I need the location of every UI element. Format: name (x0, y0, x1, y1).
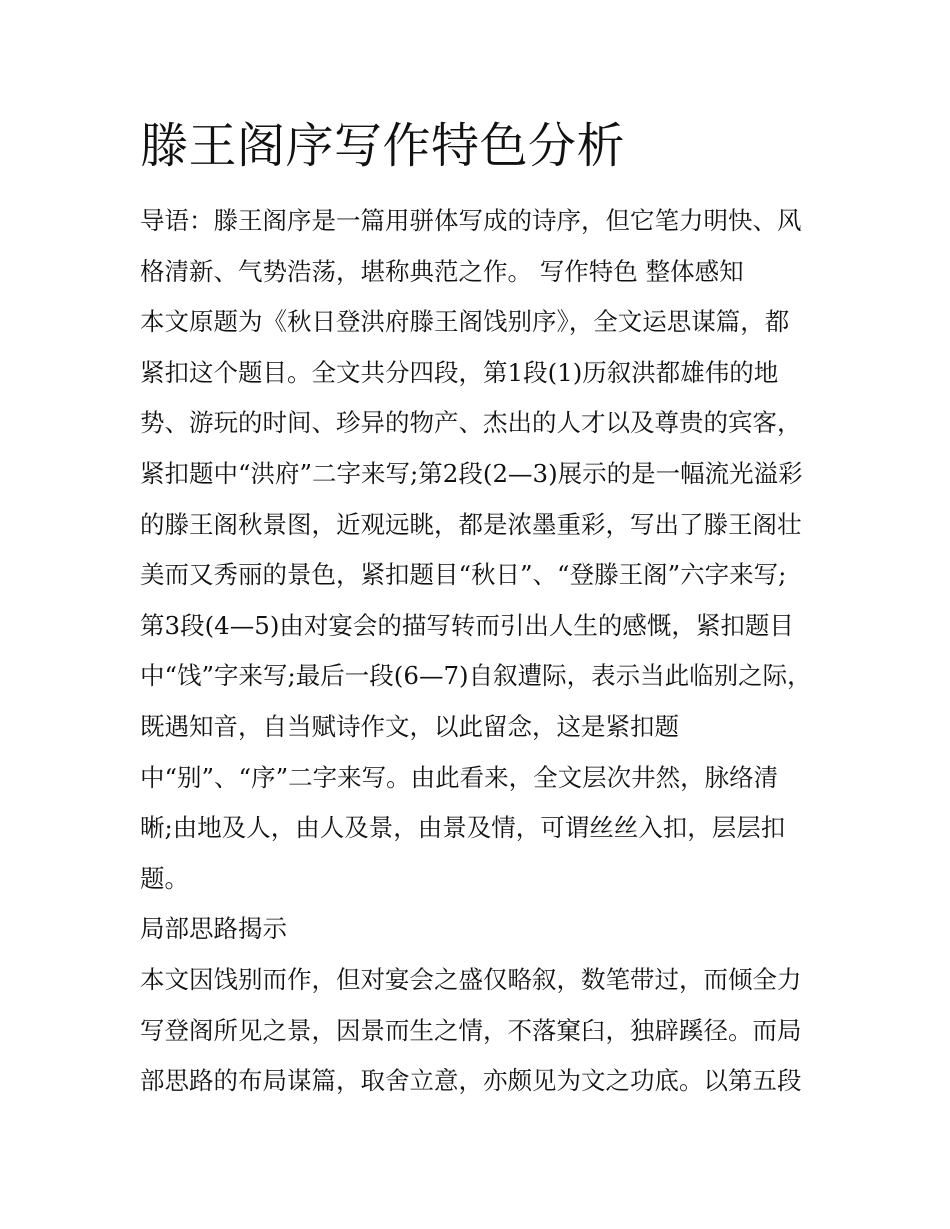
text-line: 晰;由地及人，由人及景，由景及情，可谓丝丝入扣，层层扣 (140, 813, 786, 843)
text-line: 紧扣题中“洪府”二字来写;第2段(2—3)展示的是一幅流光溢彩 (140, 458, 803, 488)
text-line: 既遇知音，自当赋诗作文，以此留念，这是紧扣题 (140, 711, 679, 741)
text-line: 格清新、气势浩荡，堪称典范之作。 写作特色 整体感知 (140, 256, 744, 286)
text-line: 美而又秀丽的景色，紧扣题目“秋日”、“登滕王阁”六字来写; (140, 560, 787, 590)
text-line: 本文原题为《秋日登洪府滕王阁饯别序》，全文运思谋篇，都 (140, 307, 790, 337)
text-line: 题。 (140, 863, 189, 893)
text-line: 导语：滕王阁序是一篇用骈体写成的诗序，但它笔力明快、风 (140, 206, 802, 235)
document-title: 滕王阁序写作特色分析 (140, 118, 626, 174)
section-heading: 局部思路揭示 (140, 914, 287, 944)
document-body (140, 196, 830, 1107)
text-line: 势、游玩的时间、珍异的物产、杰出的人才以及尊贵的宾客， (140, 408, 802, 438)
text-line: 中“饯”字来写;最后一段(6—7)自叙遭际，表示当此临别之际， (140, 661, 812, 691)
text-line: 中“别”、“序”二字来写。由此看来，全文层次井然，脉络清 (140, 762, 779, 792)
text-line: 第3段(4—5)由对宴会的描写转而引出人生的感慨，紧扣题目 (140, 610, 794, 640)
text-line: 的滕王阁秋景图，近观远眺，都是浓墨重彩，写出了滕王阁壮 (140, 509, 802, 539)
text-line: 写登阁所见之景，因景而生之情，不落窠臼，独辟蹊径。而局 (140, 1015, 802, 1045)
text-line: 部思路的布局谋篇，取舍立意，亦颇见为文之功底。以第五段 (140, 1066, 802, 1096)
text-line: 紧扣这个题目。全文共分四段，第1段(1)历叙洪都雄伟的地 (140, 357, 779, 387)
text-line: 本文因饯别而作，但对宴会之盛仅略叙，数笔带过，而倾全力 (140, 964, 802, 994)
